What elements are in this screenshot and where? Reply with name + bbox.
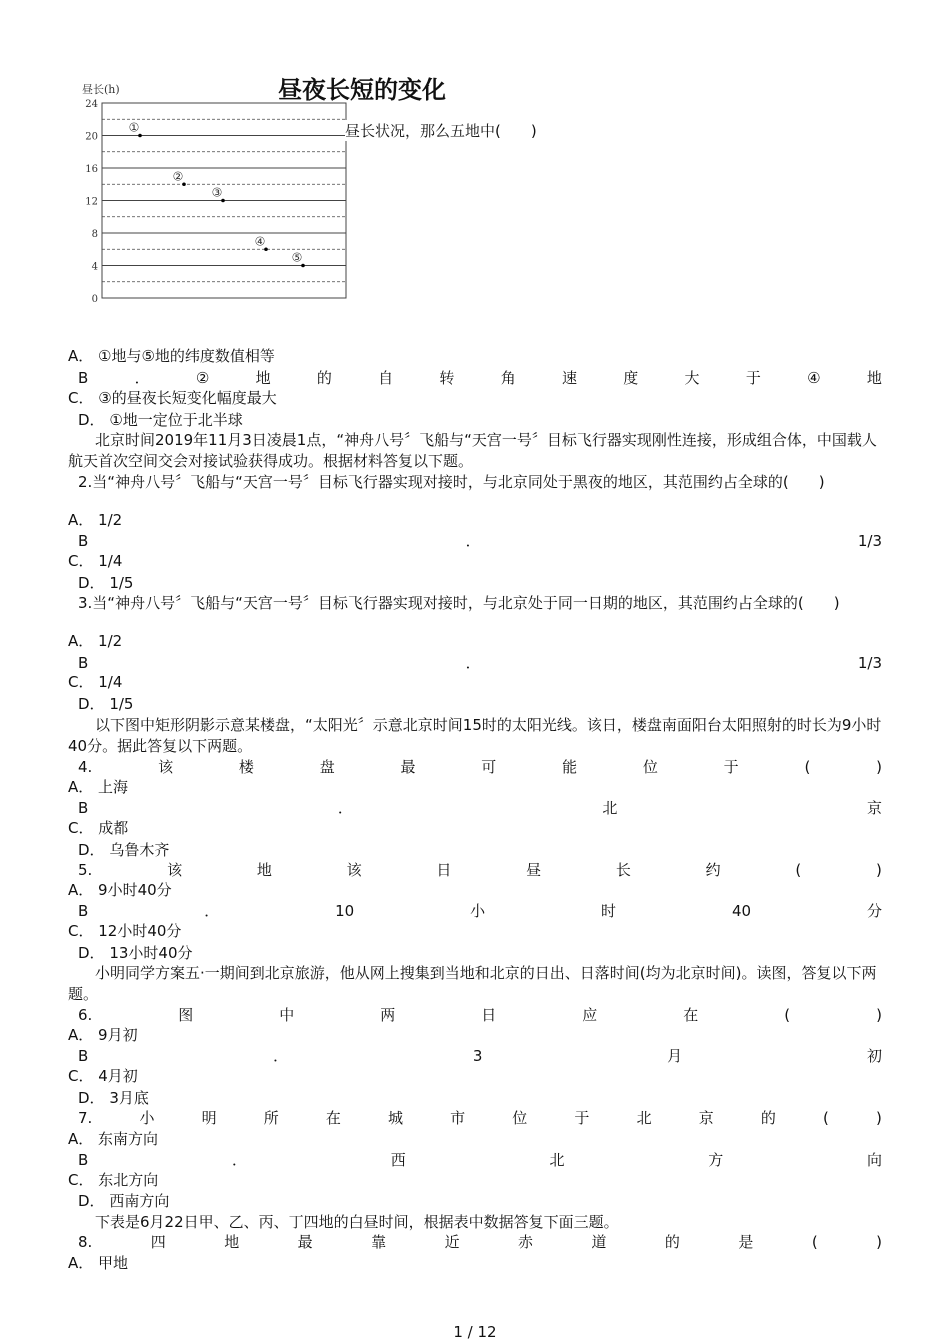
word: 方 [708,1151,724,1169]
q8-option-a: A． 甲地 [68,1254,129,1272]
word: 7. [78,1109,93,1127]
word: 时 [601,902,617,920]
ytick-label: 16 [85,164,98,175]
word: 在 [325,1109,341,1127]
word: 于 [574,1109,590,1127]
word: 图 [178,1006,194,1024]
word: 西 [390,1151,406,1169]
q7-option-a: A． 东南方向 [68,1130,159,1148]
word: B [78,369,89,387]
word: B [78,799,89,817]
word: ( [784,1006,791,1024]
word: 楼 [238,758,254,776]
word: 可 [481,758,497,776]
word: 中 [279,1006,295,1024]
word: ． [232,1151,248,1169]
word: 小 [470,902,486,920]
word: 昼 [526,861,542,879]
ytick-label: 24 [85,99,98,110]
passage-2: 以下图中矩形阴影示意某楼盘，“太阳光〞示意北京时间15时的太阳光线。该日，楼盘南面阳台太阳照射的时长为9小时40分。据此答复以下两题。 [68,716,882,755]
ytick-label: 12 [85,196,98,208]
word: 度 [623,369,639,387]
q5-stem [78,860,882,880]
word: 速 [561,369,577,387]
word: 市 [450,1109,466,1127]
word: 盘 [319,758,335,776]
point-label: ② [172,169,184,184]
word: 在 [683,1006,699,1024]
word: 10 [335,902,355,920]
word: 北 [549,1151,565,1169]
chart-yticks [85,99,98,305]
point-label: ① [128,120,140,135]
q3-option-a: A． 1/2 [68,632,123,650]
word: ) [876,1233,882,1251]
word: 地 [224,1233,240,1251]
word: 地 [866,369,882,387]
word: 两 [380,1006,396,1024]
q4-stem [78,757,882,777]
q6-option-b [78,1046,882,1066]
word: ． [465,654,481,672]
word: 该 [346,861,362,879]
word: 3 [472,1047,483,1065]
word: 靠 [371,1233,387,1251]
word: 日 [436,861,452,879]
chart-ylabel: 昼长(h) [82,83,120,96]
q1-option-b [78,368,882,388]
word: 所 [263,1109,279,1127]
q4-option-c: C． 成都 [68,819,129,837]
word: ② [195,369,210,387]
q4-option-b [78,798,882,818]
word: 自 [378,369,394,387]
word: 的 [316,369,332,387]
word: ． [273,1047,289,1065]
word: 能 [562,758,578,776]
q6-stem [78,1005,882,1025]
word: B [78,532,89,550]
word: 向 [866,1151,882,1169]
day-length-chart [78,80,353,305]
ytick-label: 0 [91,294,98,305]
word: ． [465,532,481,550]
word: 小 [139,1109,155,1127]
word: ) [875,1109,882,1127]
word: ( [804,758,811,776]
word: B [78,902,89,920]
word: 该 [158,758,174,776]
passage-1: 北京时间2019年11月3日凌晨1点，“神舟八号〞飞船与“天宫一号〞目标飞行器实现刚性连接，形成组合体，中国载人航天首次空间交会对接试验获得成功。根据材料答复以下题。 [68,431,877,470]
q7-option-b [78,1150,882,1170]
q2-option-a: A． 1/2 [68,511,123,529]
word: 于 [723,758,739,776]
word: 地 [255,369,271,387]
q1-option-c: C． ③的昼夜长短变化幅度最大 [68,389,277,407]
q6-option-d: D． 3月底 [78,1089,149,1107]
word: 城 [388,1109,404,1127]
q5-option-a: A． 9小时40分 [68,881,172,899]
word: 北 [602,799,618,817]
word: 于 [745,369,761,387]
point-label: ⑤ [291,250,303,265]
word: B [78,654,89,672]
q6-option-c: C． 4月初 [68,1067,138,1085]
word: 角 [500,369,516,387]
word: 京 [698,1109,714,1127]
passage-4: 下表是6月22日甲、乙、丙、丁四地的白昼时间，根据表中数据答复下面三题。 [95,1213,619,1231]
q2-option-d: D． 1/5 [78,574,134,592]
q2-option-b [78,531,882,551]
word: 约 [705,861,721,879]
word: 长 [615,861,631,879]
q2-stem: 2.当“神舟八号〞飞船与“天宫一号〞目标飞行器实现对接时，与北京同处于黑夜的地区，其范围约占全球的( ) [78,473,825,491]
word: 8. [78,1233,93,1251]
word: ) [876,1006,882,1024]
word: 最 [400,758,416,776]
q7-option-d: D． 西南方向 [78,1192,170,1210]
ytick-label: 8 [91,229,98,240]
ytick-label: 20 [85,131,98,143]
q7-option-c: C． 东北方向 [68,1171,159,1189]
q3-option-b [78,653,882,673]
q8-stem [78,1232,882,1252]
word: ． [337,799,353,817]
word: 4. [78,758,93,776]
word: 大 [684,369,700,387]
word: ) [876,758,882,776]
chart-points [129,121,305,268]
word: ． [134,369,150,387]
point-label: ④ [254,234,266,249]
word: 1/3 [857,532,882,550]
word: 6. [78,1006,93,1024]
q5-option-b [78,901,882,921]
word: 京 [866,799,882,817]
word: 明 [201,1109,217,1127]
q1-intro: 昼长状况，那么五地中( ) [345,122,537,140]
q5-option-d: D． 13小时40分 [78,944,193,962]
word: ． [204,902,220,920]
word: 是 [738,1233,754,1251]
word: ( [795,861,802,879]
passage-3: 小明同学方案五·一期间到北京旅游，他从网上搜集到当地和北京的日出、日落时间(均为北京时间)。读图，答复以下两题。 [68,964,877,1003]
word: 分 [866,902,882,920]
word: 最 [297,1233,313,1251]
word: 40 [731,902,752,920]
q1-option-a: A． ①地与⑤地的纬度数值相等 [68,347,275,365]
word: 应 [582,1006,598,1024]
q7-stem [78,1108,882,1128]
word: 月 [667,1047,683,1065]
word: ( [822,1109,829,1127]
word: 位 [642,758,658,776]
q3-option-c: C． 1/4 [68,673,123,691]
q4-option-a: A． 上海 [68,778,129,796]
word: B [78,1151,89,1169]
word: 赤 [518,1233,534,1251]
word: 位 [512,1109,528,1127]
word: 1/3 [857,654,882,672]
q1-option-d: D． ①地一定位于北半球 [78,411,243,429]
word: ) [876,861,882,879]
word: 日 [481,1006,497,1024]
word: 的 [664,1233,680,1251]
q3-option-d: D． 1/5 [78,695,134,713]
word: 该 [167,861,183,879]
word: 转 [439,369,455,387]
word: 近 [444,1233,460,1251]
q2-option-c: C． 1/4 [68,552,123,570]
q6-option-a: A． 9月初 [68,1026,138,1044]
word: 地 [256,861,272,879]
page-title: 昼夜长短的变化 [278,76,446,104]
q3-stem: 3.当“神舟八号〞飞船与“天宫一号〞目标飞行器实现对接时，与北京处于同一日期的地区，其范围约占全球的( ) [78,594,840,612]
word: 北 [636,1109,652,1127]
ytick-label: 4 [91,261,98,273]
word: 的 [760,1109,776,1127]
word: 四 [150,1233,166,1251]
point-label: ③ [211,185,223,200]
word: ( [811,1233,818,1251]
page-number: 1 / 12 [453,1323,497,1341]
word: 5. [78,861,93,879]
word: 道 [591,1233,607,1251]
word: B [78,1047,89,1065]
q4-option-d: D． 乌鲁木齐 [78,841,170,859]
word: ④ [807,369,821,387]
word: 初 [866,1047,882,1065]
q5-option-c: C． 12小时40分 [68,922,182,940]
